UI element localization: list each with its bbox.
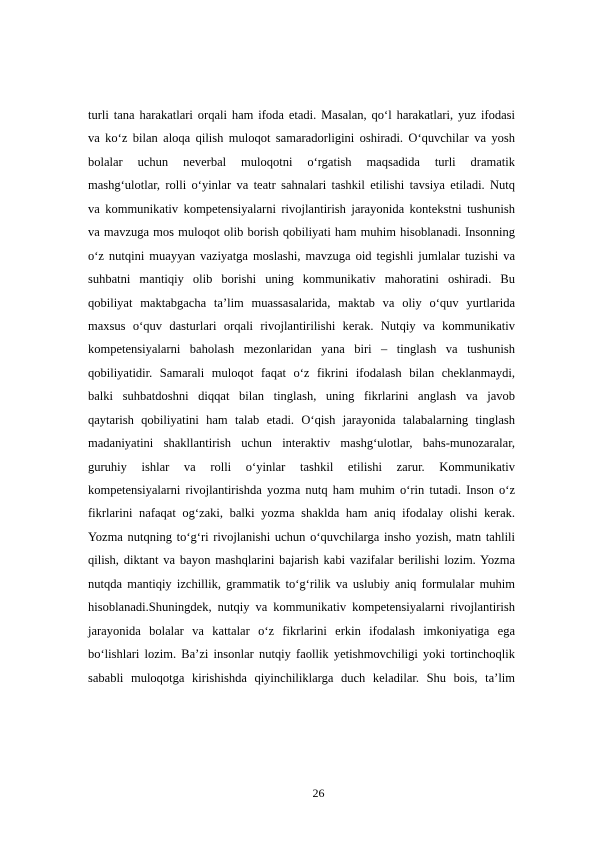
text-line: va kommunikativ kompetensiyalarni rivojlantirish jarayonida kontekstni tushunish (88, 201, 515, 216)
text-line: maxsus o‘quv dasturlari orqali rivojlantirilishi kerak. Nutqiy va kommunikativ (88, 318, 515, 333)
page-number: 26 (312, 786, 325, 800)
text-line: qilish, diktant va bayon mashqlarini bajarish kabi vazifalar berilishi lozim. Yozma (88, 553, 515, 568)
text-line: qobiliyat maktabgacha ta’lim muassasalarida, maktab va oliy o‘quv yurtlarida (88, 295, 515, 310)
text-line: sababli muloqotga kirishishda qiyinchiliklarga duch keladilar. Shu bois, ta’lim (88, 670, 515, 685)
text-line: nutqda mantiqiy izchillik, grammatik to‘g‘rilik va uslubiy aniq formulalar muhim (88, 576, 515, 591)
text-line: va mavzuga mos muloqot olib borish qobiliyati ham muhim hisoblanadi. Insonning (88, 225, 515, 240)
text-line: guruhiy ishlar va rolli o‘yinlar tashkil etilishi zarur. Kommunikativ (88, 459, 515, 474)
text-line: Yozma nutqning to‘g‘ri rivojlanishi uchun o‘quvchilarga insho yozish, matn tahlili (88, 529, 515, 544)
text-line: hisoblanadi.Shuningdek, nutqiy va kommunikativ kompetensiyalarni rivojlantirish (88, 600, 515, 615)
text-line: kompetensiyalarni rivojlantirishda yozma nutq ham muhim o‘rin tutadi. Inson o‘z (88, 483, 515, 497)
text-line: va ko‘z bilan aloqa qilish muloqot samaradorligini oshiradi. O‘quvchilar va yosh (88, 131, 515, 146)
text-line: fikrlarini nafaqat og‘zaki, balki yozma shaklda ham aniq ifodalay olishi kerak. (88, 506, 515, 521)
text-line: bolalar uchun neverbal muloqotni o‘rgatish maqsadida turli dramatik (88, 154, 515, 169)
text-line: jarayonida bolalar va kattalar o‘z fikrlarini erkin ifodalash imkoniyatiga ega (88, 623, 515, 638)
text-line: qobiliyatidir. Samarali muloqot faqat o‘z fikrini ifodalash bilan cheklanmaydi, (88, 365, 515, 380)
text-line: balki suhbatdoshni diqqat bilan tinglash, uning fikrlarini anglash va javob (88, 389, 515, 404)
text-line: kompetensiyalarni baholash mezonlaridan yana biri – tinglash va tushunish (88, 342, 515, 357)
text-line: turli tana harakatlari orqali ham ifoda etadi. Masalan, qo‘l harakatlari, yuz ifodasi (88, 108, 515, 122)
body-text (88, 104, 515, 690)
text-line: suhbatni mantiqiy olib borishi uning kommunikativ mahoratini oshiradi. Bu (88, 272, 515, 287)
text-line: mashg‘ulotlar, rolli o‘yinlar va teatr sahnalari tashkil etilishi tavsiya etiladi. Nutq (88, 178, 515, 193)
text-line: o‘z nutqini muayyan vaziyatga moslashi, mavzuga oid tegishli jumlalar tuzishi va (88, 248, 515, 263)
text-line: madaniyatini shakllantirish uchun interaktiv mashg‘ulotlar, bahs-munozaralar, (88, 436, 515, 451)
text-line: qaytarish qobiliyatini ham talab etadi. O‘qish jarayonida talabalarning tinglash (88, 412, 515, 427)
text-line: bo‘lishlari lozim. Ba’zi insonlar nutqiy faollik yetishmovchiligi yoki tortinchoqlik (88, 647, 515, 662)
